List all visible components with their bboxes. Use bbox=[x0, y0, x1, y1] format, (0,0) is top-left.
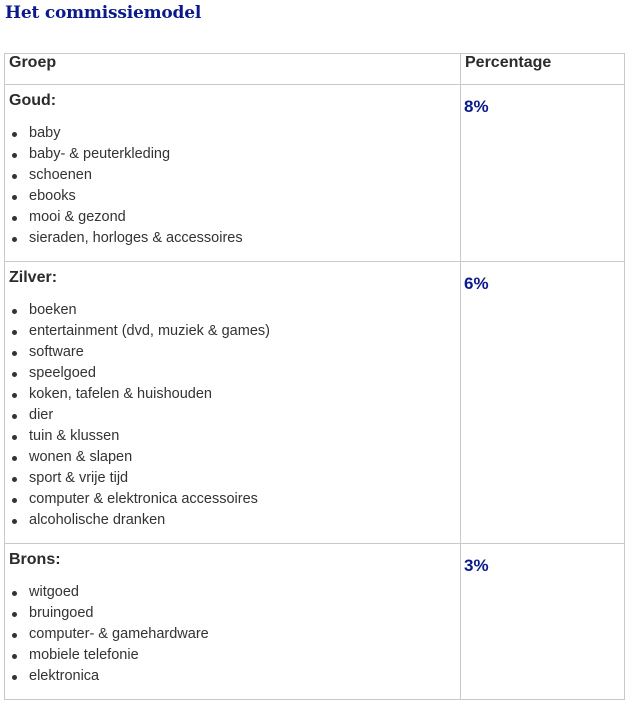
group-cell bbox=[5, 544, 461, 700]
list-item: mooi & gezond bbox=[9, 207, 456, 228]
page-title: Het commissiemodel bbox=[5, 3, 202, 23]
list-item: witgoed bbox=[9, 582, 456, 603]
list-item: sport & vrije tijd bbox=[9, 468, 456, 489]
list-item: bruingoed bbox=[9, 603, 456, 624]
group-name: Zilver: bbox=[9, 269, 58, 286]
percentage-cell bbox=[461, 544, 625, 700]
list-item: baby bbox=[9, 123, 456, 144]
table-row-goud bbox=[5, 85, 625, 262]
list-item: speelgoed bbox=[9, 363, 456, 384]
category-list bbox=[9, 300, 456, 531]
header-percentage: Percentage bbox=[461, 54, 625, 85]
table-row-zilver bbox=[5, 262, 625, 544]
list-item: wonen & slapen bbox=[9, 447, 456, 468]
list-item: dier bbox=[9, 405, 456, 426]
group-cell bbox=[5, 262, 461, 544]
category-list bbox=[9, 123, 456, 249]
list-item: koken, tafelen & huishouden bbox=[9, 384, 456, 405]
header-group: Groep bbox=[5, 54, 461, 85]
list-item: alcoholische dranken bbox=[9, 510, 456, 531]
list-item: tuin & klussen bbox=[9, 426, 456, 447]
group-name: Brons: bbox=[9, 551, 61, 568]
percentage-cell bbox=[461, 262, 625, 544]
list-item: elektronica bbox=[9, 666, 456, 687]
table-row-brons bbox=[5, 544, 625, 700]
list-item: sieraden, horloges & accessoires bbox=[9, 228, 456, 249]
list-item: mobiele telefonie bbox=[9, 645, 456, 666]
group-cell bbox=[5, 85, 461, 262]
list-item: baby- & peuterkleding bbox=[9, 144, 456, 165]
percentage-value: 8% bbox=[464, 97, 489, 116]
group-name: Goud: bbox=[9, 92, 57, 109]
percentage-cell bbox=[461, 85, 625, 262]
percentage-value: 6% bbox=[464, 274, 489, 293]
list-item: computer- & gamehardware bbox=[9, 624, 456, 645]
list-item: software bbox=[9, 342, 456, 363]
list-item: ebooks bbox=[9, 186, 456, 207]
list-item: schoenen bbox=[9, 165, 456, 186]
commission-table bbox=[4, 53, 625, 700]
percentage-value: 3% bbox=[464, 556, 489, 575]
list-item: boeken bbox=[9, 300, 456, 321]
table-header-row bbox=[5, 54, 625, 85]
list-item: entertainment (dvd, muziek & games) bbox=[9, 321, 456, 342]
category-list bbox=[9, 582, 456, 687]
list-item: computer & elektronica accessoires bbox=[9, 489, 456, 510]
